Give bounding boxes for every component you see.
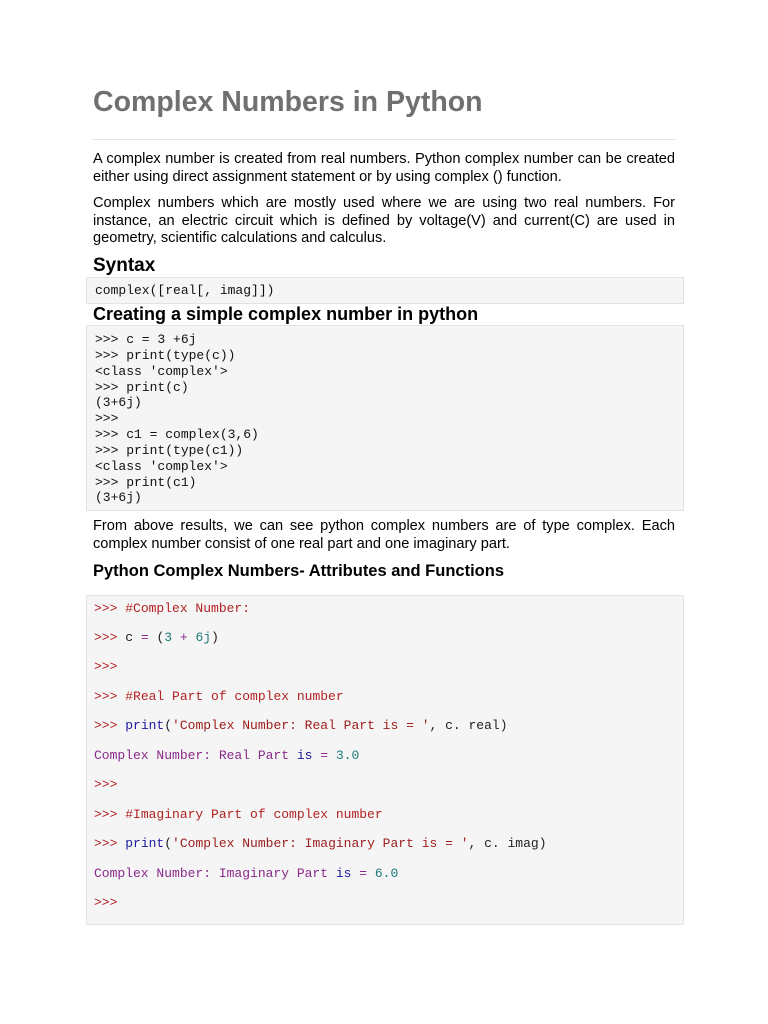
code-paren: ) [499,718,508,733]
code-output: Complex Number: Imaginary Part [94,866,336,881]
code-paren: ) [538,836,547,851]
code-keyword: is [335,866,352,881]
code-prompt: >>> [94,895,118,910]
code-string: 'Complex Number: Real Part is = ' [172,718,430,733]
code-line [94,807,383,823]
code-keyword: is [296,748,313,763]
intro-paragraph-2: Complex numbers which are mostly used where we are using two real numbers. For instance, an electric circuit which is defined by voltage(V) and current(C) are used in geometry, scientific calculations and calculus. [93,195,675,246]
code-prompt: >>> [94,807,126,822]
code-string: 'Complex Number: Imaginary Part is = ' [172,836,469,851]
code-comment: #Complex Number: [125,601,251,616]
code-prompt: >>> [94,601,126,616]
code-paren: ( [164,836,173,851]
title-divider [93,139,676,140]
code-line [94,689,344,705]
code-comment: #Imaginary Part of complex number [125,807,383,822]
code-line [94,601,250,617]
create-code: >>> c = 3 +6j >>> print(type(c)) <class 'complex'> >>> print(c) (3+6j) >>> >>> c1 = complex(3,6) >>> print(type(c1)) <class 'complex'> >>> print(c1) (3+6j) [95,332,259,506]
code-prompt: >>> [94,659,118,674]
code-number: 6j [195,630,212,645]
code-output: Complex Number: Real Part [94,748,297,763]
syntax-code: complex([real[, imag]]) [95,283,275,298]
code-operator: = [351,866,375,881]
attributes-heading: Python Complex Numbers- Attributes and Functions [93,562,504,580]
code-line [94,836,547,852]
code-operator: + [179,630,196,645]
code-number: 3 [164,630,180,645]
page-title: Complex Numbers in Python [93,86,483,118]
code-number: 3.0 [335,748,360,763]
create-heading: Creating a simple complex number in python [93,304,479,324]
intro-paragraph-1: A complex number is created from real numbers. Python complex number can be created either using direct assignment statement or by using complex () function. [93,151,675,185]
code-paren: ( [156,630,165,645]
code-function: print [125,836,165,851]
code-line [94,777,117,793]
attributes-code-block [86,595,684,925]
code-number: 6.0 [374,866,399,881]
syntax-code-block [86,277,684,304]
code-argument: , c. imag [468,836,539,851]
syntax-heading: Syntax [93,255,156,276]
code-argument: , c. real [429,718,500,733]
code-function: print [125,718,165,733]
code-line [94,718,508,734]
result-paragraph: From above results, we can see python complex numbers are of type complex. Each complex number consist of one real part and one imaginary part. [93,518,675,552]
code-line [94,895,117,911]
create-code-block [86,325,684,511]
code-line [94,748,359,764]
code-prompt: >>> [94,689,126,704]
code-line [94,659,117,675]
code-prompt: >>> [94,718,126,733]
code-prompt: >>> [94,777,118,792]
code-variable: c [125,630,141,645]
code-operator: = [140,630,157,645]
code-line [94,630,219,646]
code-prompt: >>> [94,630,126,645]
code-comment: #Real Part of complex number [125,689,344,704]
code-paren: ( [164,718,173,733]
code-operator: = [312,748,336,763]
code-prompt: >>> [94,836,126,851]
code-paren: ) [211,630,219,645]
code-line [94,866,398,882]
